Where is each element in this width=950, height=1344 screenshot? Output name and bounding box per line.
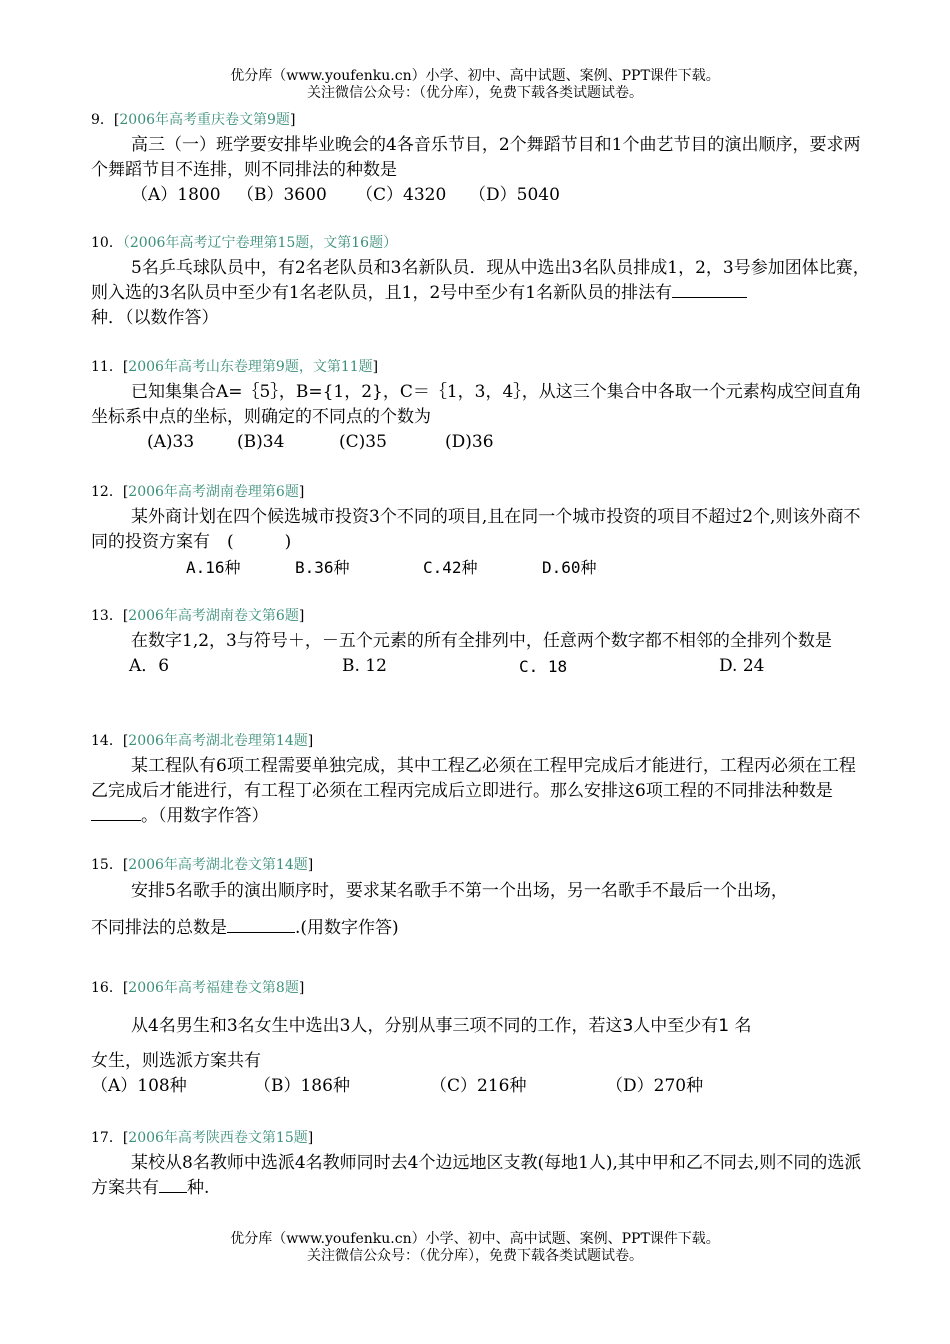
- question-source: 2006年高考湖北卷文第14题: [128, 857, 308, 873]
- question-source: 2006年高考湖南卷理第6题: [128, 484, 299, 500]
- question-10-header: 10．（2006年高考辽宁卷理第15题，文第16题）: [91, 235, 398, 251]
- option-a: （A）108种: [91, 1076, 187, 1096]
- question-16-line-2: 女生，则选派方案共有: [91, 1051, 261, 1071]
- option-c: （C）216种: [430, 1076, 527, 1096]
- question-source: 2006年高考重庆卷文第9题: [119, 112, 290, 128]
- question-13-text: 在数字1,2，3与符号＋，－五个元素的所有全排列中，任意两个数字都不相邻的全排列个数是: [131, 631, 832, 651]
- question-13: [91, 606, 871, 679]
- footer-line-1: 优分库（www.youfenku.cn）小学、初中、高中试题、案例、PPT课件下载。: [230, 1231, 720, 1247]
- question-number: 12．: [91, 484, 123, 500]
- question-source: 2006年高考福建卷文第8题: [128, 980, 299, 996]
- option-a: (A)33: [147, 432, 195, 452]
- question-number: 14．: [91, 733, 123, 749]
- question-15-header: 15．[2006年高考湖北卷文第14题]: [91, 857, 314, 873]
- page-header: [0, 68, 950, 102]
- question-11-options: [91, 430, 871, 455]
- option-a: A.16种: [186, 558, 241, 577]
- question-15: [91, 855, 871, 941]
- question-17: [91, 1128, 871, 1201]
- footer-line-2: 关注微信公众号：（优分库），免费下载各类试题试卷。: [307, 1248, 643, 1264]
- option-d: D.60种: [542, 558, 597, 577]
- option-b: （B）186种: [254, 1076, 350, 1096]
- question-17-text: 某校从8名教师中选派4名教师同时去4个边远地区支教(每地1人),其中甲和乙不同去,则不同的选派方案共有 种.: [91, 1153, 862, 1198]
- option-d: D. 24: [719, 656, 765, 676]
- answer-blank: [159, 1177, 187, 1193]
- question-source: 2006年高考陕西卷文第15题: [128, 1130, 308, 1146]
- question-9-options: [91, 183, 871, 208]
- question-12: [91, 482, 871, 580]
- question-14-header: 14．[2006年高考湖北卷理第14题]: [91, 733, 314, 749]
- header-line-1: 优分库（www.youfenku.cn）小学、初中、高中试题、案例、PPT课件下载。: [230, 68, 720, 84]
- question-17-header: 17．[2006年高考陕西卷文第15题]: [91, 1130, 314, 1146]
- question-12-text: 某外商计划在四个候选城市投资3个不同的项目,且在同一个城市投资的项目不超过2个,则该外商不同的投资方案有 ( ): [91, 507, 861, 552]
- question-16: [91, 978, 871, 1099]
- question-9: [91, 110, 871, 208]
- option-b: B. 12: [342, 656, 387, 676]
- option-c: (C)35: [339, 432, 387, 452]
- question-source: 2006年高考湖南卷文第6题: [128, 608, 299, 624]
- question-14-text: 某工程队有6项工程需要单独完成，其中工程乙必须在工程甲完成后才能进行，工程丙必须在工程乙完成后才能进行，有工程丁必须在工程丙完成后立即进行。那么安排这6项工程的不同排法种数是。（用数字作答）: [91, 756, 856, 826]
- question-15-line-2: 不同排法的总数是 .(用数字作答): [91, 918, 399, 938]
- option-c: C.42种: [423, 558, 478, 577]
- question-14: [91, 731, 871, 829]
- question-12-header: 12．[2006年高考湖南卷理第6题]: [91, 484, 305, 500]
- question-source: 2006年高考辽宁卷理第15题，文第16题: [129, 235, 384, 251]
- option-a: （A）1800: [131, 185, 221, 205]
- option-b: （B）3600: [237, 185, 327, 205]
- question-number: 17．: [91, 1130, 123, 1146]
- question-13-header: 13．[2006年高考湖南卷文第6题]: [91, 608, 305, 624]
- header-line-2: 关注微信公众号：（优分库），免费下载各类试题试卷。: [307, 85, 643, 101]
- option-d: （D）5040: [469, 185, 560, 205]
- answer-blank: [672, 282, 747, 298]
- answer-blank: [227, 917, 295, 933]
- question-16-line-1: 从4名男生和3名女生中选出3人，分别从事三项不同的工作，若这3人中至少有1 名: [131, 1016, 752, 1036]
- question-number: 16．: [91, 980, 123, 996]
- question-11-header: 11．[2006年高考山东卷理第9题，文第11题]: [91, 359, 379, 375]
- question-16-header: 16．[2006年高考福建卷文第8题]: [91, 980, 305, 996]
- option-d: （D）270种: [606, 1076, 704, 1096]
- question-13-options: [91, 654, 871, 679]
- option-b: B.36种: [295, 558, 350, 577]
- question-source: 2006年高考湖北卷理第14题: [128, 733, 308, 749]
- question-number: 9．: [91, 112, 114, 128]
- question-15-line-1: 安排5名歌手的演出顺序时，要求某名歌手不第一个出场，另一名歌手不最后一个出场，: [131, 881, 788, 901]
- option-b: (B)34: [237, 432, 285, 452]
- question-9-text: 高三（一）班学要安排毕业晚会的4各音乐节目，2个舞蹈节目和1个曲艺节目的演出顺序，要求两个舞蹈节目不连排，则不同排法的种数是: [91, 135, 861, 180]
- question-source: 2006年高考山东卷理第9题，文第11题: [128, 359, 373, 375]
- question-number: 10．: [91, 235, 123, 251]
- option-a: A．6: [129, 656, 170, 676]
- question-11-text: 已知集集合A=｛5｝，B={1，2}，C＝｛1，3，4｝，从这三个集合中各取一个元素构成空间直角坐标系中点的坐标，则确定的不同点的个数为: [91, 382, 862, 427]
- answer-blank: [91, 805, 141, 821]
- option-c: C. 18: [519, 657, 568, 676]
- question-10-text: 5名乒乓球队员中，有2名老队员和3名新队员．现从中选出3名队员排成1，2，3号参加团体比赛，则入选的3名队员中至少有1名老队员，且1，2号中至少有1名新队员的排法有种．（以数作答）: [91, 258, 870, 328]
- question-number: 13．: [91, 608, 123, 624]
- question-12-options: [91, 555, 871, 580]
- question-11: [91, 357, 871, 455]
- page-footer: [0, 1231, 950, 1265]
- option-d: (D)36: [445, 432, 494, 452]
- question-number: 15．: [91, 857, 123, 873]
- option-c: （C）4320: [356, 185, 447, 205]
- question-9-header: 9．[2006年高考重庆卷文第9题]: [91, 112, 296, 128]
- question-16-options: [91, 1074, 871, 1099]
- question-number: 11．: [91, 359, 123, 375]
- question-10: [91, 233, 871, 331]
